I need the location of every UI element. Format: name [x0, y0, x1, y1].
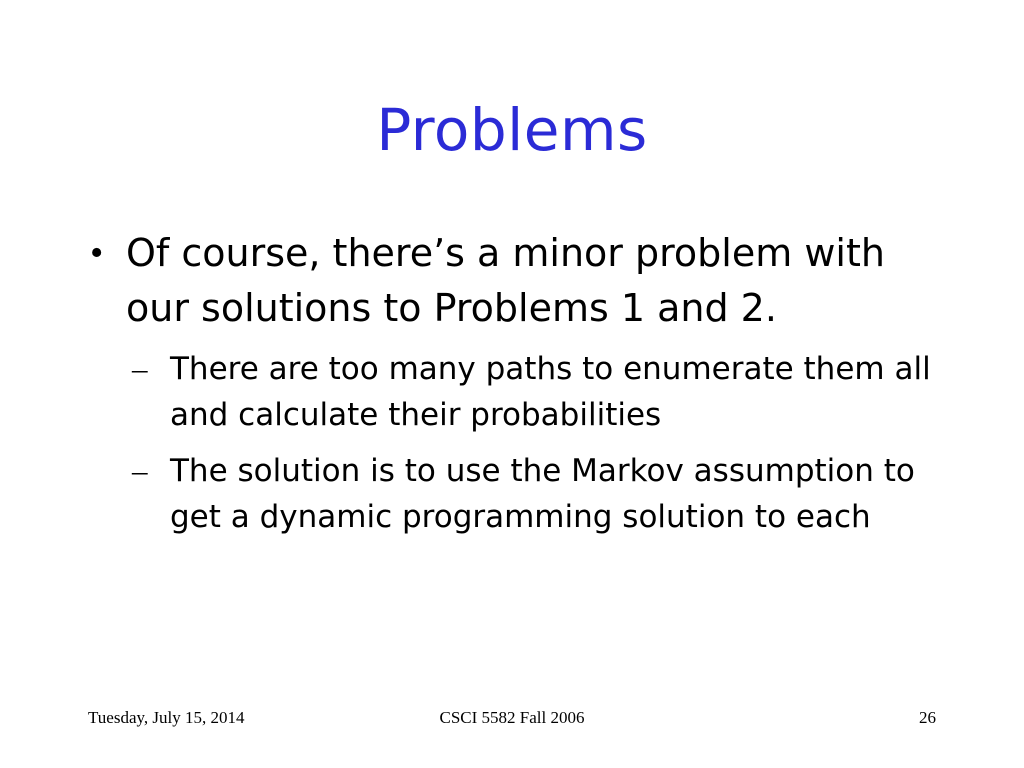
sub-bullet-text: There are too many paths to enumerate them all and calculate their probabilities [170, 351, 931, 433]
slide-title: Problems [376, 96, 648, 164]
bullet-text: Of course, there’s a minor problem with our solutions to Problems 1 and 2. [126, 231, 885, 330]
bullet-item [88, 226, 948, 336]
bullet-marker: • [90, 232, 104, 274]
footer-course: CSCI 5582 Fall 2006 [439, 708, 585, 727]
sub-bullet-item [132, 346, 948, 438]
slide-body [88, 226, 948, 550]
footer-page-number: 26 [919, 708, 936, 727]
sub-bullet-text: The solution is to use the Markov assumption to get a dynamic programming solution to each [170, 453, 915, 535]
footer-date: Tuesday, July 15, 2014 [88, 708, 245, 727]
sub-bullet-marker: – [132, 351, 148, 386]
sub-bullet-list [132, 346, 948, 540]
sub-bullet-marker: – [132, 453, 148, 488]
sub-bullet-item [132, 448, 948, 540]
